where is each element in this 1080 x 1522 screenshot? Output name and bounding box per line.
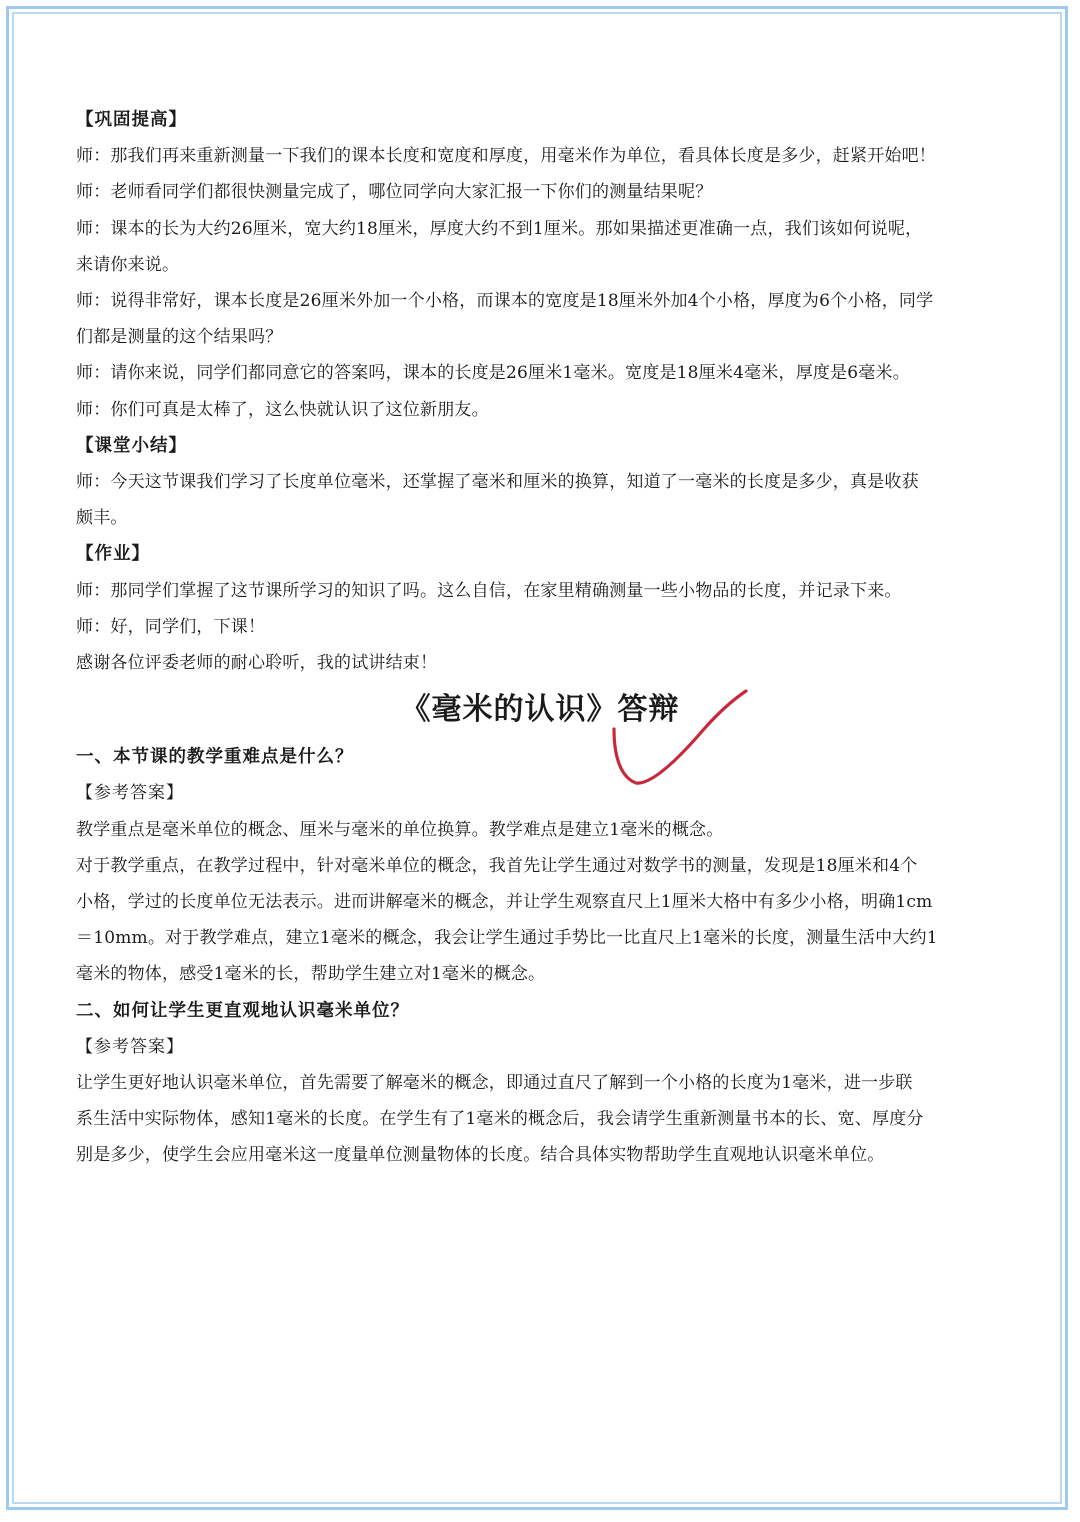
answer-tag-2: 【参考答案】 xyxy=(76,1036,184,1057)
paragraph-line: ＝10mm。对于教学难点，建立1毫米的概念，我会让学生通过手势比一比直尺上1毫米的长度，测量生活中大约1 xyxy=(76,928,938,949)
checkmark-icon xyxy=(600,685,760,795)
paragraph-line: 教学重点是毫米单位的概念、厘米与毫米的单位换算。教学难点是建立1毫米的概念。 xyxy=(76,819,724,840)
section-heading-homework: 【作业】 xyxy=(76,544,150,565)
document-body xyxy=(76,102,1004,1174)
section-heading-summary: 【课堂小结】 xyxy=(76,435,187,456)
paragraph-line: 师：那我们再来重新测量一下我们的课本长度和宽度和厚度，用毫米作为单位，看具体长度是多少，赶紧开始吧！ xyxy=(76,146,936,167)
paragraph-line: 系生活中实际物体，感知1毫米的长度。在学生有了1毫米的概念后，我会请学生重新测量书本的长、宽、厚度分 xyxy=(76,1109,924,1130)
section-heading-consolidate: 【巩固提高】 xyxy=(76,110,187,130)
paragraph-line: 师：课本的长为大约26厘米，宽大约18厘米，厚度大约不到1厘米。那如果描述更准确一点，我们该如何说呢， xyxy=(76,218,923,239)
paragraph-line: 颇丰。 xyxy=(76,508,128,529)
answer-tag-1: 【参考答案】 xyxy=(76,783,184,804)
paragraph-line: 师：那同学们掌握了这节课所学习的知识了吗。这么自信，在家里精确测量一些小物品的长度，并记录下来。 xyxy=(76,580,902,601)
paragraph-line: 感谢各位评委老师的耐心聆听，我的试讲结束！ xyxy=(76,653,438,674)
paragraph-line: 毫米的物体，感受1毫米的长，帮助学生建立对1毫米的概念。 xyxy=(76,964,546,985)
paragraph-line: 师：老师看同学们都很快测量完成了，哪位同学向大家汇报一下你们的测量结果呢？ xyxy=(76,182,713,203)
defense-title: 《毫米的认识》答辩 xyxy=(400,692,680,728)
paragraph-line: 师：好，同学们，下课！ xyxy=(76,616,266,637)
paragraph-line: 师：说得非常好，课本长度是26厘米外加一个小格，而课本的宽度是18厘米外加4个小格，厚度为6个小格，同学 xyxy=(76,291,934,312)
question-heading-1: 一、本节课的教学重难点是什么？ xyxy=(76,747,354,768)
paragraph-line: 师：今天这节课我们学习了长度单位毫米，还掌握了毫米和厘米的换算，知道了一毫米的长度是多少，真是收获 xyxy=(76,472,919,493)
paragraph-line: 小格，学过的长度单位无法表示。进而讲解毫米的概念，并让学生观察直尺上1厘米大格中有多少小格，明确1cm xyxy=(76,892,933,913)
paragraph-line: 对于教学重点，在教学过程中，针对毫米单位的概念，我首先让学生通过对数学书的测量，发现是18厘米和4个 xyxy=(76,855,918,876)
paragraph-line: 师：请你来说，同学们都同意它的答案吗，课本的长度是26厘米1毫米。宽度是18厘米4毫米，厚度是6毫米。 xyxy=(76,363,910,384)
paragraph-line: 别是多少，使学生会应用毫米这一度量单位测量物体的长度。结合具体实物帮助学生直观地认识毫米单位。 xyxy=(76,1145,885,1166)
paragraph-line: 来请你来说。 xyxy=(76,254,180,275)
question-heading-2: 二、如何让学生更直观地认识毫米单位？ xyxy=(76,1000,409,1021)
paragraph-line: 师：你们可真是太棒了，这么快就认识了这位新朋友。 xyxy=(76,399,489,420)
paragraph-line: 们都是测量的这个结果吗？ xyxy=(76,327,283,348)
paragraph-line: 让学生更好地认识毫米单位，首先需要了解毫米的概念，即通过直尺了解到一个小格的长度为1毫米，进一步联 xyxy=(76,1073,913,1094)
